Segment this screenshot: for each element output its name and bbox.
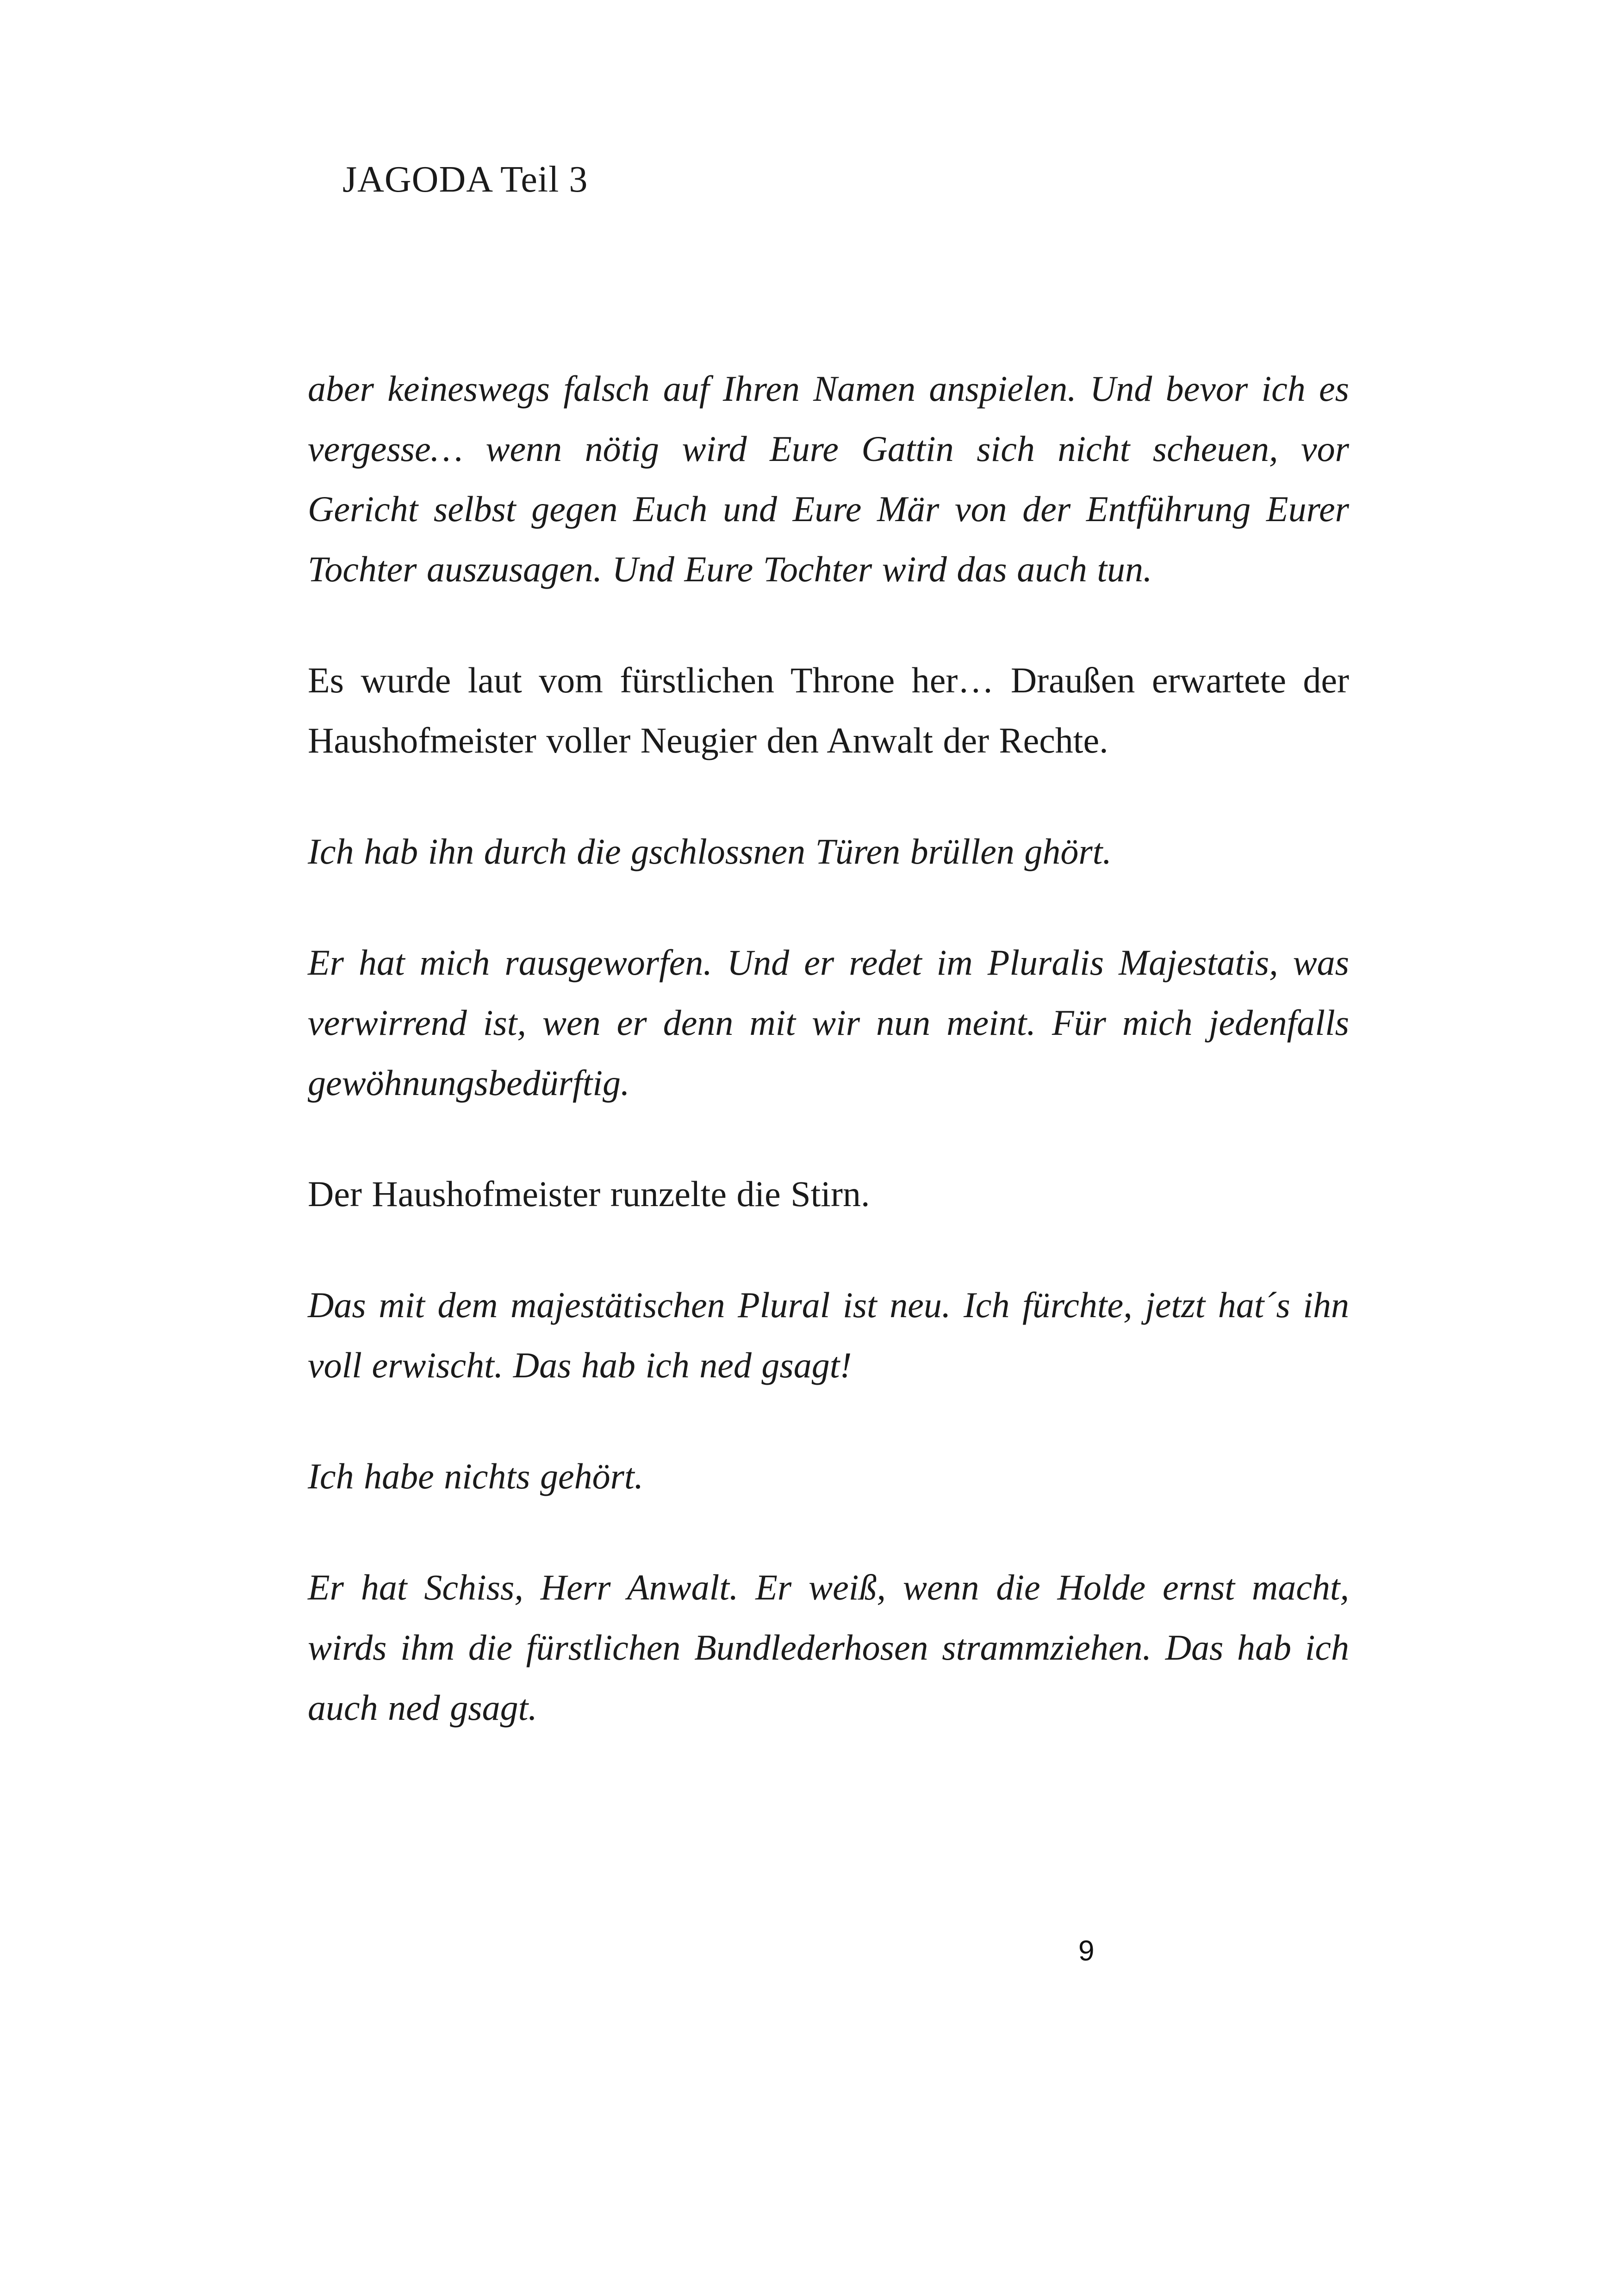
paragraph: Es wurde laut vom fürstlichen Throne her… Draußen erwartete der Haushofmeister voller Neugier den Anwalt der Rechte. [308,660,1349,760]
page-number: 9 [1078,1935,1095,1967]
paragraph: Ich hab ihn durch die gschlossnen Türen brüllen ghört. [308,831,1112,871]
paragraph: Er hat mich rausgeworfen. Und er redet im Pluralis Majestatis, was verwirrend ist, wen er denn mit wir nun meint. Für mich jedenfalls gewöhnungsbedürftig. [308,942,1349,1103]
paragraph: Das mit dem majestätischen Plural ist neu. Ich fürchte, jetzt hat´s ihn voll erwischt. Das hab ich ned gsagt! [308,1285,1349,1385]
paragraph: Er hat Schiss, Herr Anwalt. Er weiß, wenn die Holde ernst macht, wirds ihm die fürstlichen Bundlederhosen strammziehen. Das hab ich auch ned gsagt. [308,1567,1349,1728]
page-body-text [308,359,1349,1789]
paragraph: aber keineswegs falsch auf Ihren Namen anspielen. Und bevor ich es vergesse… wenn nötig wird Eure Gattin sich nicht scheuen, vor Gericht selbst gegen Euch und Eure Mär von der Entführung Eurer Tochter auszusagen. Und Eure Tochter wird das auch tun. [308,368,1349,589]
paragraph: Ich habe nichts gehört. [308,1456,644,1496]
page-header: JAGODA Teil 3 [342,159,588,200]
paragraph: Der Haushofmeister runzelte die Stirn. [308,1174,870,1214]
